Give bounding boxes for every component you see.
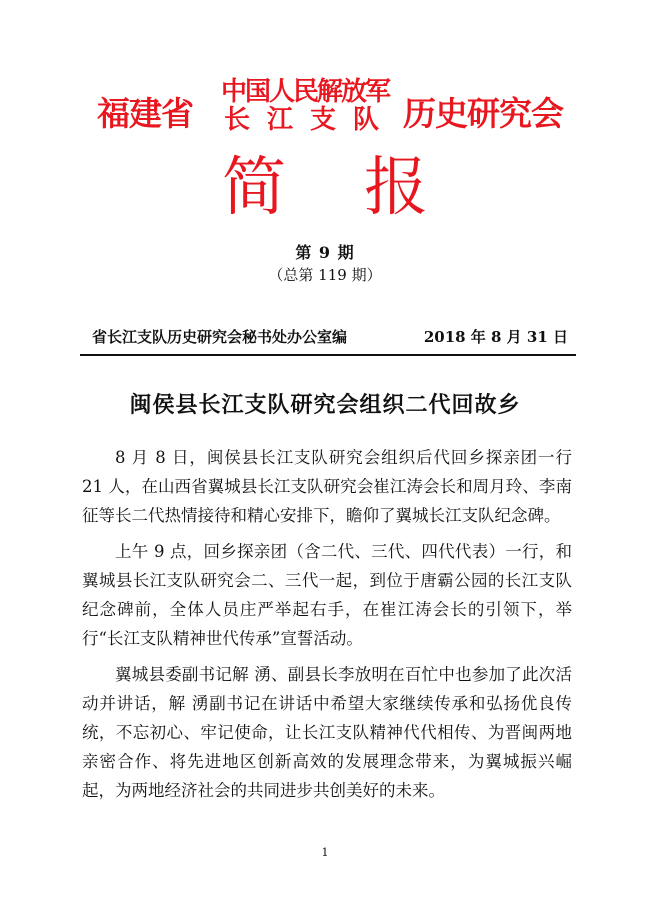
masthead-province: 福建省: [97, 94, 193, 133]
issue-total: （总第 119 期）: [268, 266, 382, 284]
masthead-org-top: 中国人民解放军: [220, 77, 389, 107]
editor-line: 省长江支队历史研究会秘书处办公室编: [92, 328, 348, 346]
issue-number: 第 9 期: [295, 243, 355, 262]
masthead: [0, 78, 650, 138]
article-title: 闽侯县长江支队研究会组织二代回故乡: [129, 392, 521, 418]
header-rule: [80, 354, 576, 356]
meta-row: [92, 326, 568, 348]
paragraph: 上午 9 点，回乡探亲团（含二代、三代、四代代表）一行，和翼城县长江支队研究会二、三代一起，到位于唐霸公园的长江支队纪念碑前，全体人员庄严举起右手，在崔江涛会长的引领下，举行“长江支队精神世代传承”宣誓活动。: [82, 542, 572, 648]
masthead-society: 历史研究会: [403, 94, 563, 133]
bulletin-title: 简报: [222, 151, 506, 225]
paragraph: 翼城县委副书记解 湧、副县长李放明在百忙中也参加了此次活动并讲话，解 湧副书记在讲话中希望大家继续传承和弘扬优良传统，不忘初心、牢记使命，让长江支队精神代代相传、为晋闽两地亲密合作、将先进地区创新高效的发展理念带来，为翼城振兴崛起，为两地经济社会的共同进步共创美好的未来。: [82, 665, 572, 800]
issue-date: 2018 年 8 月 31 日: [423, 328, 568, 346]
article-body: [82, 443, 572, 812]
page-number: 1: [321, 846, 329, 859]
masthead-org-bottom: 长江支队: [224, 105, 397, 135]
masthead-org: [214, 78, 396, 134]
paragraph: 8 月 8 日，闽侯县长江支队研究会组织后代回乡探亲团一行 21 人，在山西省翼城县长江支队研究会崔江涛会长和周月玲、李南征等长二代热情接待和精心安排下，瞻仰了翼城长江支队纪念碑。: [82, 448, 572, 525]
